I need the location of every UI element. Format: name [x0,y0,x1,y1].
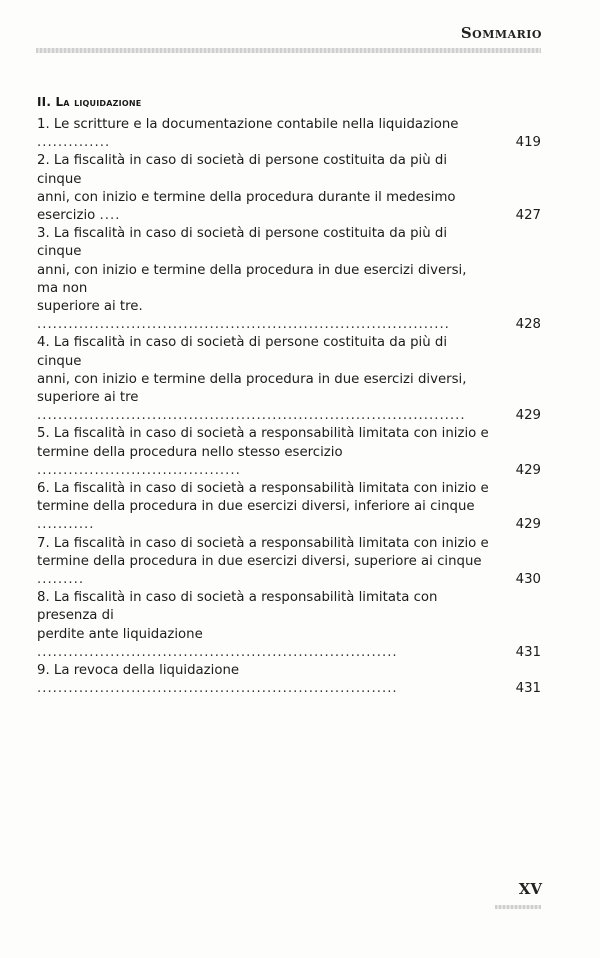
toc-entry-5[interactable] [37,425,541,480]
table-of-contents [37,116,541,699]
toc-page-number: 428 [515,317,541,333]
section-title: II. La liquidazione [37,95,142,109]
toc-entry-text: 9. La revoca della liquidazione [37,663,240,679]
toc-entry-3[interactable] [37,225,541,334]
toc-entry-7[interactable] [37,535,541,590]
toc-entry-text: 2. La fiscalità in caso di società di persone costituita da più di cinque [37,153,448,187]
toc-page-number: 431 [515,681,541,697]
toc-entry-text: 6. La fiscalità in caso di società a responsabilità limitata con inizio e [37,481,489,497]
toc-entry-6[interactable] [37,480,541,535]
dot-leader: ..................................................................... [37,644,398,660]
toc-entry-text: superiore ai tre [37,390,139,406]
toc-entry-2[interactable] [37,152,541,225]
toc-entry-text: 4. La fiscalità in caso di società di persone costituita da più di cinque [37,335,448,369]
page-folio: XV [518,880,542,898]
dot-leader: ............................................................................... [37,317,450,333]
toc-page-number: 419 [515,135,541,151]
toc-entry-text: termine della procedura nello stesso esercizio [37,444,343,460]
dot-leader: .................................................................................. [37,408,466,424]
toc-entry-text: 8. La fiscalità in caso di società a responsabilità limitata con presenza di [37,590,438,624]
toc-page-number: 429 [515,462,541,478]
toc-entry-text: perdite ante liquidazione [37,626,203,642]
dot-leader: ......... [37,572,85,588]
dot-leader: .... [99,208,121,224]
toc-page-number: 429 [515,517,541,533]
header-rule [36,48,541,53]
toc-entry-text: anni, con inizio e termine della procedura in due esercizi diversi, ma non [37,262,467,296]
toc-entry-text: anni, con inizio e termine della procedura durante il medesimo esercizio [37,189,456,224]
toc-page-number: 427 [515,208,541,224]
toc-page-number: 429 [515,408,541,424]
dot-leader: ..................................................................... [37,681,398,697]
toc-page-number: 430 [515,572,541,588]
dot-leader: .............. [37,135,111,151]
toc-entry-text: termine della procedura in due esercizi diversi, inferiore ai cinque [37,499,475,515]
toc-entry-text: 5. La fiscalità in caso di società a responsabilità limitata con inizio e [37,426,489,442]
dot-leader: ........... [37,517,95,533]
toc-entry-9[interactable] [37,662,541,698]
toc-entry-4[interactable] [37,334,541,425]
running-head: Sommario [460,24,542,42]
toc-entry-text: anni, con inizio e termine della procedura in due esercizi diversi, [37,371,467,387]
toc-entry-1[interactable] [37,116,541,152]
toc-entry-text: 1. Le scritture e la documentazione contabile nella liquidazione [37,117,459,132]
toc-entry-text: 7. La fiscalità in caso di società a responsabilità limitata con inizio e [37,535,489,551]
toc-page-number: 431 [515,644,541,660]
dot-leader: ....................................... [37,462,241,478]
toc-entry-text: 3. La fiscalità in caso di società di persone costituita da più di cinque [37,226,448,260]
footer-rule [495,905,541,909]
toc-entry-8[interactable] [37,589,541,662]
toc-entry-text: termine della procedura in due esercizi diversi, superiore ai cinque [37,553,482,569]
toc-entry-text: superiore ai tre. [37,299,143,315]
